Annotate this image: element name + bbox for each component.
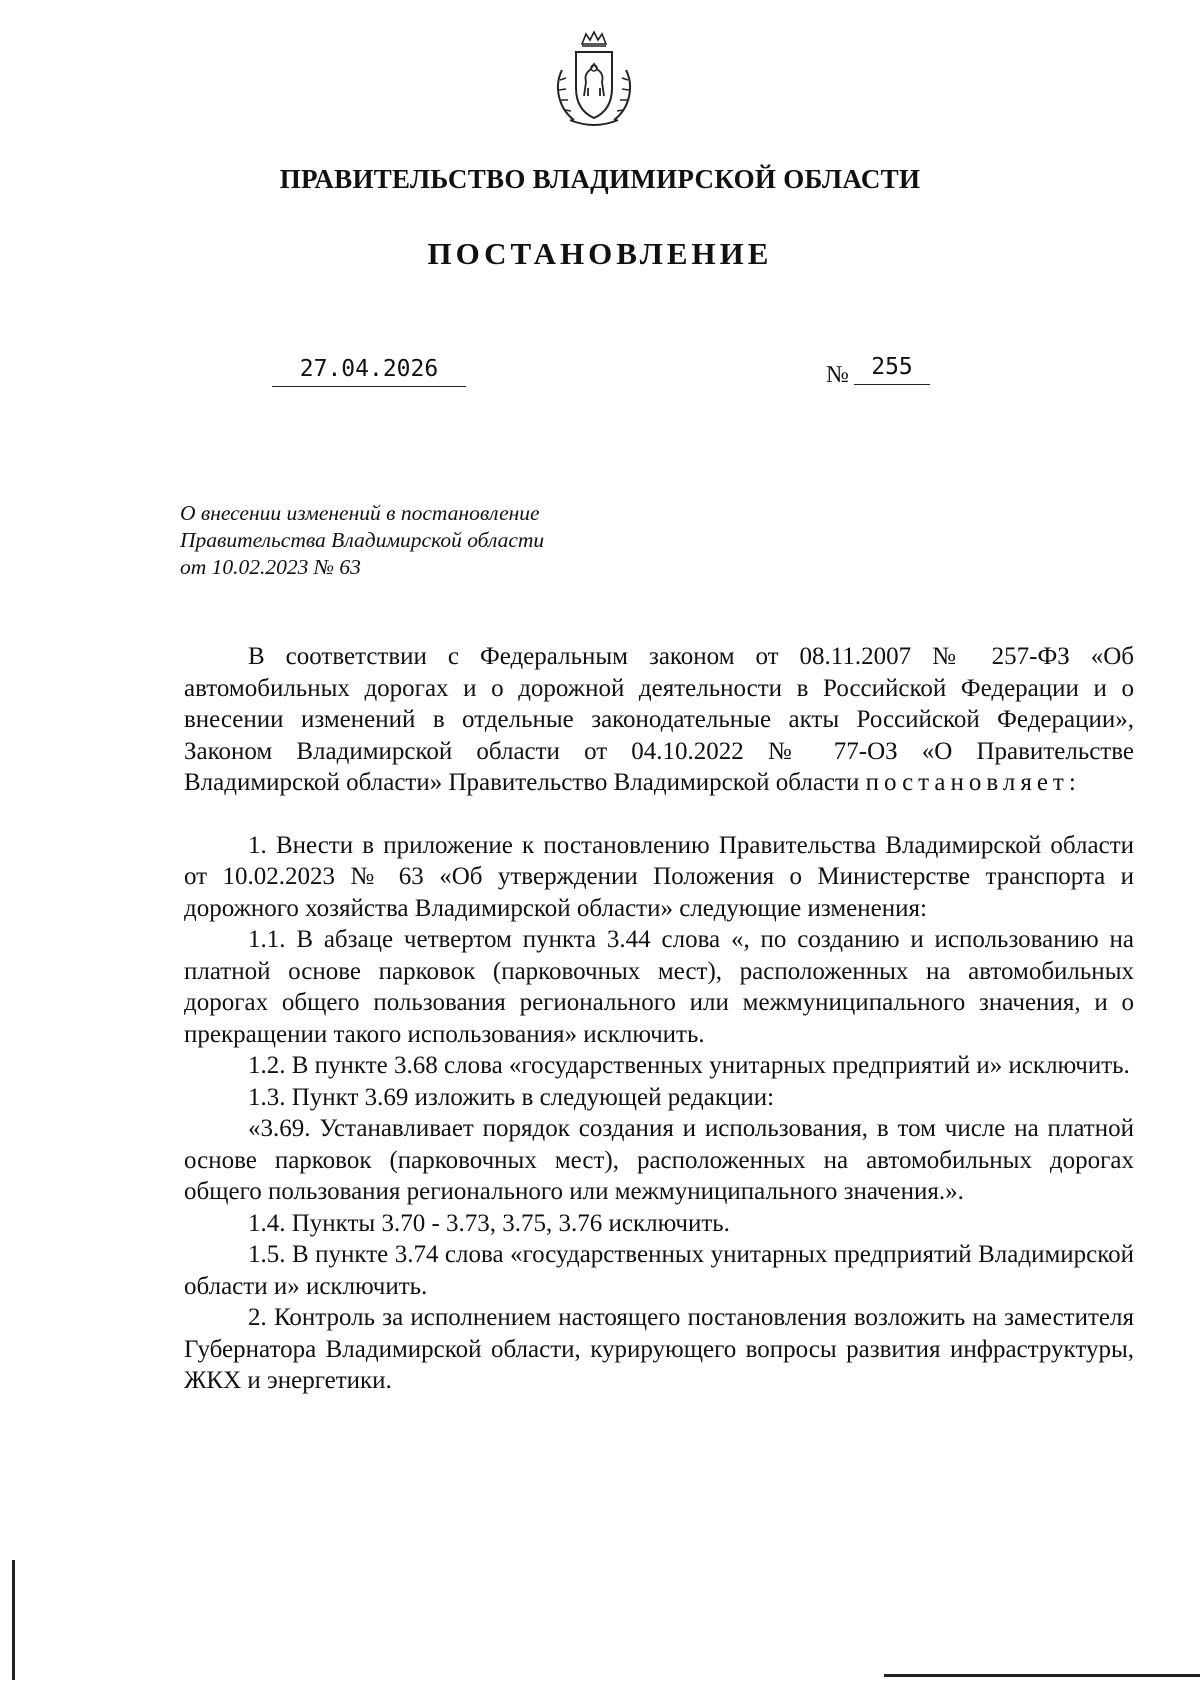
document-body — [184, 641, 1134, 1397]
number-sign: № — [826, 362, 849, 388]
vladimir-region-coat-of-arms-icon — [548, 30, 640, 130]
document-number-value: 255 — [871, 354, 913, 380]
preamble-text: В соответствии с Федеральным законом от 08.11.2007 № 257-ФЗ «Об автомобильных дорогах и о дорожной деятельности в Российской Федерации и о внесении изменений в отдельные законодательные акты Российской Федерации», Законом Владимирской области от 04.10.2022 № 77-ОЗ «О Правительстве Владимирской области» Правительство Владимирской области — [184, 643, 1134, 796]
subject-line: Правительства Владимирской области — [180, 528, 545, 552]
clause-1-4: 1.4. Пункты 3.70 - 3.73, 3.75, 3.76 исключить. — [248, 1209, 730, 1237]
scan-bottom-line — [884, 1674, 1200, 1677]
clause-1-5: 1.5. В пункте 3.74 слова «государственных унитарных предприятий Владимирской области и» исключить. — [184, 1241, 1134, 1300]
scan-edge-line — [12, 1560, 15, 1680]
document-date-value: 27.04.2026 — [299, 356, 439, 382]
document-type-title: ПОСТАНОВЛЕНИЕ — [427, 236, 773, 271]
subject-line: от 10.02.2023 № 63 — [180, 555, 361, 579]
clause-1: 1. Внести в приложение к постановлению Правительства Владимирской области от 10.02.2023 № 63 «Об утверждении Положения о Министерстве транспорта и дорожного хозяйства Владимирской области» следующие изменения: — [184, 831, 1134, 922]
clause-1-1: 1.1. В абзаце четвертом пункта 3.44 слова «, по созданию и использованию на платной основе парковок (парковочных мест), расположенных на автомобильных дорогах общего пользования регионального или межмуниципального значения, и о прекращении такого использования» исключить. — [184, 926, 1134, 1048]
clause-1-3-quote: «3.69. Устанавливает порядок создания и использования, в том числе на платной основе парковок (парковочных мест), расположенных на автомобильных дорогах общего пользования регионального или межмуниципального значения.». — [184, 1115, 1134, 1205]
government-title: ПРАВИТЕЛЬСТВО ВЛАДИМИРСКОЙ ОБЛАСТИ — [279, 164, 921, 194]
subject-line: О внесении изменений в постановление — [180, 501, 540, 525]
document-number — [854, 354, 930, 385]
resolves-word: постановляет: — [865, 769, 1081, 796]
clause-2: 2. Контроль за исполнением настоящего постановления возложить на заместителя Губернатора Владимирской области, курирующего вопросы развития инфраструктуры, ЖКХ и энергетики. — [184, 1304, 1134, 1394]
clause-1-3: 1.3. Пункт 3.69 изложить в следующей редакции: — [248, 1083, 775, 1111]
preamble-paragraph — [184, 641, 1134, 799]
document-subject — [180, 500, 640, 581]
document-date — [272, 356, 466, 387]
clause-1-2: 1.2. В пункте 3.68 слова «государственных унитарных предприятий и» исключить. — [248, 1052, 1130, 1079]
